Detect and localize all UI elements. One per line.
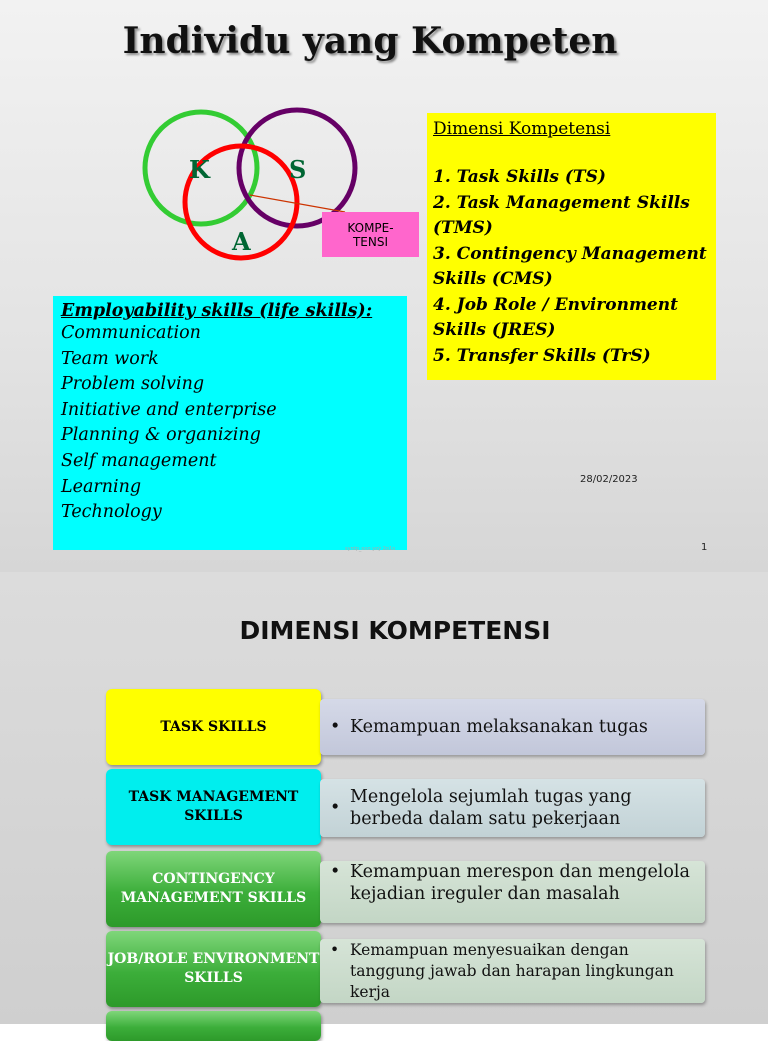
dimensi-item: 3. Contingency Management Skills (CMS) <box>433 243 707 289</box>
dimension-description <box>320 699 705 755</box>
kompetensi-line-2: TENSI <box>352 234 389 249</box>
employability-item: Initiative and enterprise <box>61 399 277 420</box>
dimension-description <box>320 779 705 837</box>
dimension-description-text: Mengelola sejumlah tugas yang berbeda dalam satu pekerjaan <box>350 787 632 829</box>
label-s: S <box>289 155 307 184</box>
bullet: • <box>330 941 340 959</box>
employability-heading: Employability skills (life skills): <box>61 301 373 321</box>
dimension-label: TASK MANAGEMENT SKILLS <box>106 769 321 845</box>
kompetensi-line-1: KOMPE- <box>347 220 394 235</box>
dimension-description-text: Kemampuan menyesuaikan dengan tanggung jawab dan harapan lingkungan kerja <box>350 941 674 1001</box>
employability-item: Technology <box>61 502 162 523</box>
employability-item: Communication <box>61 323 201 343</box>
slide-2 <box>0 572 768 1024</box>
dimensi-kompetensi-box <box>427 113 716 380</box>
employability-item: Planning & organizing <box>61 425 261 446</box>
dimension-description <box>320 861 705 923</box>
dimension-description-text: Kemampuan merespon dan mengelola kejadian ireguler dan masalah <box>350 862 690 904</box>
bullet: • <box>330 798 341 818</box>
slide-title: DIMENSI KOMPETENSI <box>239 616 551 645</box>
slide-title: Individu yang Kompeten <box>122 20 618 62</box>
label-a: A <box>232 227 251 256</box>
employability-skills-box <box>53 296 407 550</box>
dimension-label: CONTINGENCY MANAGEMENT SKILLS <box>106 851 321 927</box>
dimension-description-text: Kemampuan melaksanakan tugas <box>350 717 648 737</box>
dimensi-item: 1. Task Skills (TS) <box>433 167 606 187</box>
kompetensi-label <box>322 212 419 257</box>
page-number: 1 <box>701 542 708 553</box>
label-k: K <box>189 155 210 184</box>
slide-footer: syrdp_ooo yoý 2o1o <box>345 546 396 552</box>
dimensi-item: 5. Transfer Skills (TrS) <box>433 345 651 366</box>
bullet: • <box>330 862 341 882</box>
employability-item: Self management <box>61 450 217 471</box>
dimension-label: JOB/ROLE ENVIRONMENT SKILLS <box>106 931 321 1007</box>
dimensi-item: 4. Job Role / Environment Skills (JRES) <box>433 294 678 340</box>
bullet: • <box>330 717 341 737</box>
dimension-description <box>320 939 705 1003</box>
slide-date: 28/02/2023 <box>580 474 638 485</box>
employability-item: Team work <box>61 348 159 369</box>
dimension-label: TASK SKILLS <box>106 689 321 765</box>
dimensi-heading: Dimensi Kompetensi <box>433 119 611 139</box>
dimensi-item: 2. Task Management Skills (TMS) <box>433 192 690 238</box>
employability-item: Problem solving <box>61 374 205 395</box>
dimension-label-partial <box>106 1011 321 1041</box>
employability-item: Learning <box>61 476 142 497</box>
